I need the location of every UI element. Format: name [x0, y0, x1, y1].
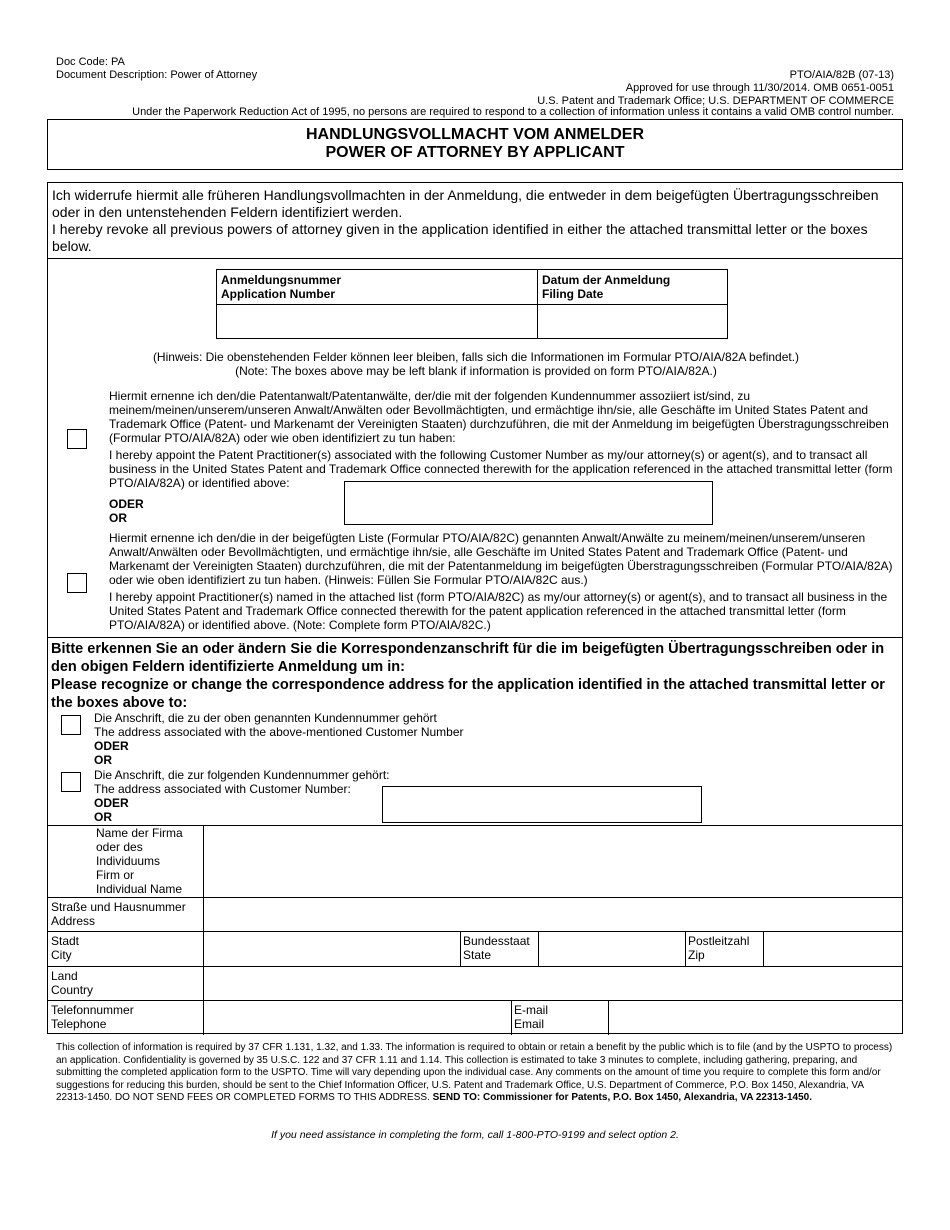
firm-name-input[interactable] — [206, 828, 900, 894]
street-label: Straße und Hausnummer Address — [51, 900, 186, 928]
form-id: PTO/AIA/82B (07-13) — [789, 69, 894, 81]
zip-input[interactable] — [766, 934, 900, 964]
paperwork-notice: Under the Paperwork Reduction Act of 1995, no persons are required to respond to a collection of information unless it contains a valid OMB control number. — [132, 106, 894, 118]
street-input[interactable] — [206, 900, 900, 929]
country-label: Land Country — [51, 969, 94, 997]
application-number-input[interactable] — [219, 306, 535, 336]
approval-text: Approved for use through 11/30/2014. OMB 0651-0051 — [625, 82, 894, 94]
or-separator-1: ODER OR — [109, 497, 144, 525]
email-label: E-mail Email — [514, 1003, 549, 1031]
telephone-input[interactable] — [206, 1003, 509, 1033]
customer-number-input[interactable] — [344, 481, 713, 525]
doc-header-left — [56, 56, 257, 82]
revoke-en: I hereby revoke all previous powers of attorney given in the application identified in either the attached transmittal letter or the boxes below. — [52, 221, 868, 254]
state-input[interactable] — [541, 934, 683, 964]
divider — [48, 637, 902, 638]
divider — [48, 258, 902, 259]
filing-date-input[interactable] — [540, 306, 726, 336]
telephone-label: Telefonnummer Telephone — [51, 1003, 134, 1031]
revoke-statement — [52, 187, 892, 255]
title-en: POWER OF ATTORNEY BY APPLICANT — [325, 144, 625, 161]
filing-date-label: Datum der Anmeldung Filing Date — [542, 273, 671, 301]
state-label: Bundesstaat State — [463, 934, 530, 962]
correspondence-customer-number-checkbox[interactable] — [61, 772, 81, 792]
zip-label: Postleitzahl Zip — [688, 934, 750, 962]
city-input[interactable] — [206, 934, 458, 964]
email-input[interactable] — [611, 1003, 900, 1033]
firm-name-label: Name der Firma oder des Individuums Firm or Individual Name — [96, 826, 183, 896]
doc-description: Document Description: Power of Attorney — [56, 69, 258, 81]
assistance-note: If you need assistance in completing the form, call 1-800-PTO-9199 and select option 2. — [271, 1129, 679, 1141]
appoint-practitioner-list-checkbox[interactable] — [67, 573, 87, 593]
correspondence-customer-number-input[interactable] — [382, 786, 702, 823]
doc-code: Doc Code: PA — [56, 56, 125, 68]
option2-text — [109, 531, 899, 632]
correspondence-option1: Die Anschrift, die zu der oben genannten Kundennummer gehört The address associated with the above-mentioned Customer Number ODER OR — [94, 711, 464, 767]
agency-text: U.S. Patent and Trademark Office; U.S. DEPARTMENT OF COMMERCE — [537, 95, 894, 107]
option2-en: I hereby appoint Practitioner(s) named in the attached list (form PTO/AIA/82C) as my/our attorney(s) or agent(s), and to transact all business in the United States Patent and Trademark Office connected therewith for the patent application referenced in the attached transmittal letter (form PTO/AIA/82A) or identified above. (Note: Complete form PTO/AIA/82C.) — [109, 590, 888, 632]
city-label: Stadt City — [51, 934, 80, 962]
correspondence-above-customer-checkbox[interactable] — [61, 715, 81, 735]
doc-header-right — [537, 69, 894, 108]
country-input[interactable] — [206, 969, 900, 998]
option2-de: Hiermit ernenne ich den/die in der beigefügten Liste (Formular PTO/AIA/82C) genannten Anwalt/Anwälte zu meinem/meinen/unserem/unseren Anwalt/Anwälten oder Bevollmächtigten, und ermächtige ihn/sie, alle Geschäfte im United States Patent and Trademark Office (Patent- und Markenamt der Vereinigten Staaten) durchzuführen, die mit der Patentanmeldung im beigefügten Überstragungsschreiben (Formular PTO/AIA/82A) oder wie oben identifiziert zu tun haben. (Hinweis: Füllen Sie Formular PTO/AIA/82C aus.) — [109, 531, 893, 587]
blank-note: (Hinweis: Die obenstehenden Felder können leer bleiben, falls sich die Informationen im Formular PTO/AIA/82A befindet.) (Note: The boxes above may be left blank if information is provided on form PTO/AIA/82A.) — [152, 350, 800, 378]
burden-statement: This collection of information is required by 37 CFR 1.131, 1.32, and 1.33. The information is required to obtain or retain a benefit by the public which is to file (and by the USPTO to process) an application. Confidentiality is governed by 35 U.S.C. 122 and 37 CFR 1.11 and 1.14. This collection is estimated to take 3 minutes to complete, including gathering, preparing, and submitting the completed application form to the USPTO. Time will vary depending upon the individual case. Any comments on the amount of time you require to complete this form and/or suggestions for reducing this burden, should be sent to the Chief Information Officer, U.S. Patent and Trademark Office, U.S. Department of Commerce, P.O. Box 1450, Alexandria, VA 22313-1450. DO NOT SEND FEES OR COMPLETED FORMS TO THIS ADDRESS. SEND TO: Commissioner for Patents, P.O. Box 1450, Alexandria, VA 22313-1450. — [56, 1042, 893, 1103]
form-title — [47, 119, 903, 170]
send-to-address: SEND TO: Commissioner for Patents, P.O. Box 1450, Alexandria, VA 22313-1450. — [432, 1092, 813, 1103]
appoint-customer-number-checkbox[interactable] — [67, 429, 87, 449]
correspondence-option2: Die Anschrift, die zur folgenden Kundennummer gehört: The address associated with Customer Number: ODER OR — [94, 768, 390, 824]
option1-text — [109, 389, 899, 490]
option1-en: I hereby appoint the Patent Practitioner(s) associated with the following Customer Number as my/our attorney(s) or agent(s), and to transact all business in the United States Patent and Trademark Office connected therewith for the application referenced in the attached transmittal letter (form PTO/AIA/82A) or identified above: — [109, 448, 893, 490]
correspondence-title: Bitte erkennen Sie an oder ändern Sie die Korrespondenzanschrift für die im beigefügten Übertragungsschreiben oder in den obigen Feldern identifizierte Anmeldung um in: Please recognize or change the correspondence address for the application identified in the attached transmittal letter or the boxes above to: — [51, 641, 885, 711]
option1-de: Hiermit ernenne ich den/die Patentanwalt/Patentanwälte, der/die mit der folgenden Kundennummer assoziiert ist/sind, zu meinem/meinen/unserem/unseren Anwalt/Anwälten oder Bevollmächtigten, und ermächtige ihn/sie, alle Geschäfte im United States Patent and Trademark Office (Patent- und Markenamt der Vereinigten Staaten) durchzuführen, die mit der Anmeldung im beigefügten Überstragungsschreiben (Formular PTO/AIA/82A) oder wie oben identifiziert zu tun haben: — [109, 389, 889, 445]
revoke-de: Ich widerrufe hiermit alle früheren Handlungsvollmachten in der Anmeldung, die entweder in dem beigefügten Übertragungsschreiben oder in den untenstehenden Feldern identifiziert werden. — [52, 187, 879, 220]
application-info-table — [216, 269, 728, 339]
form-body — [47, 182, 903, 1034]
application-number-label: Anmeldungsnummer Application Number — [221, 273, 342, 301]
title-de: HANDLUNGSVOLLMACHT VOM ANMELDER — [305, 126, 645, 143]
